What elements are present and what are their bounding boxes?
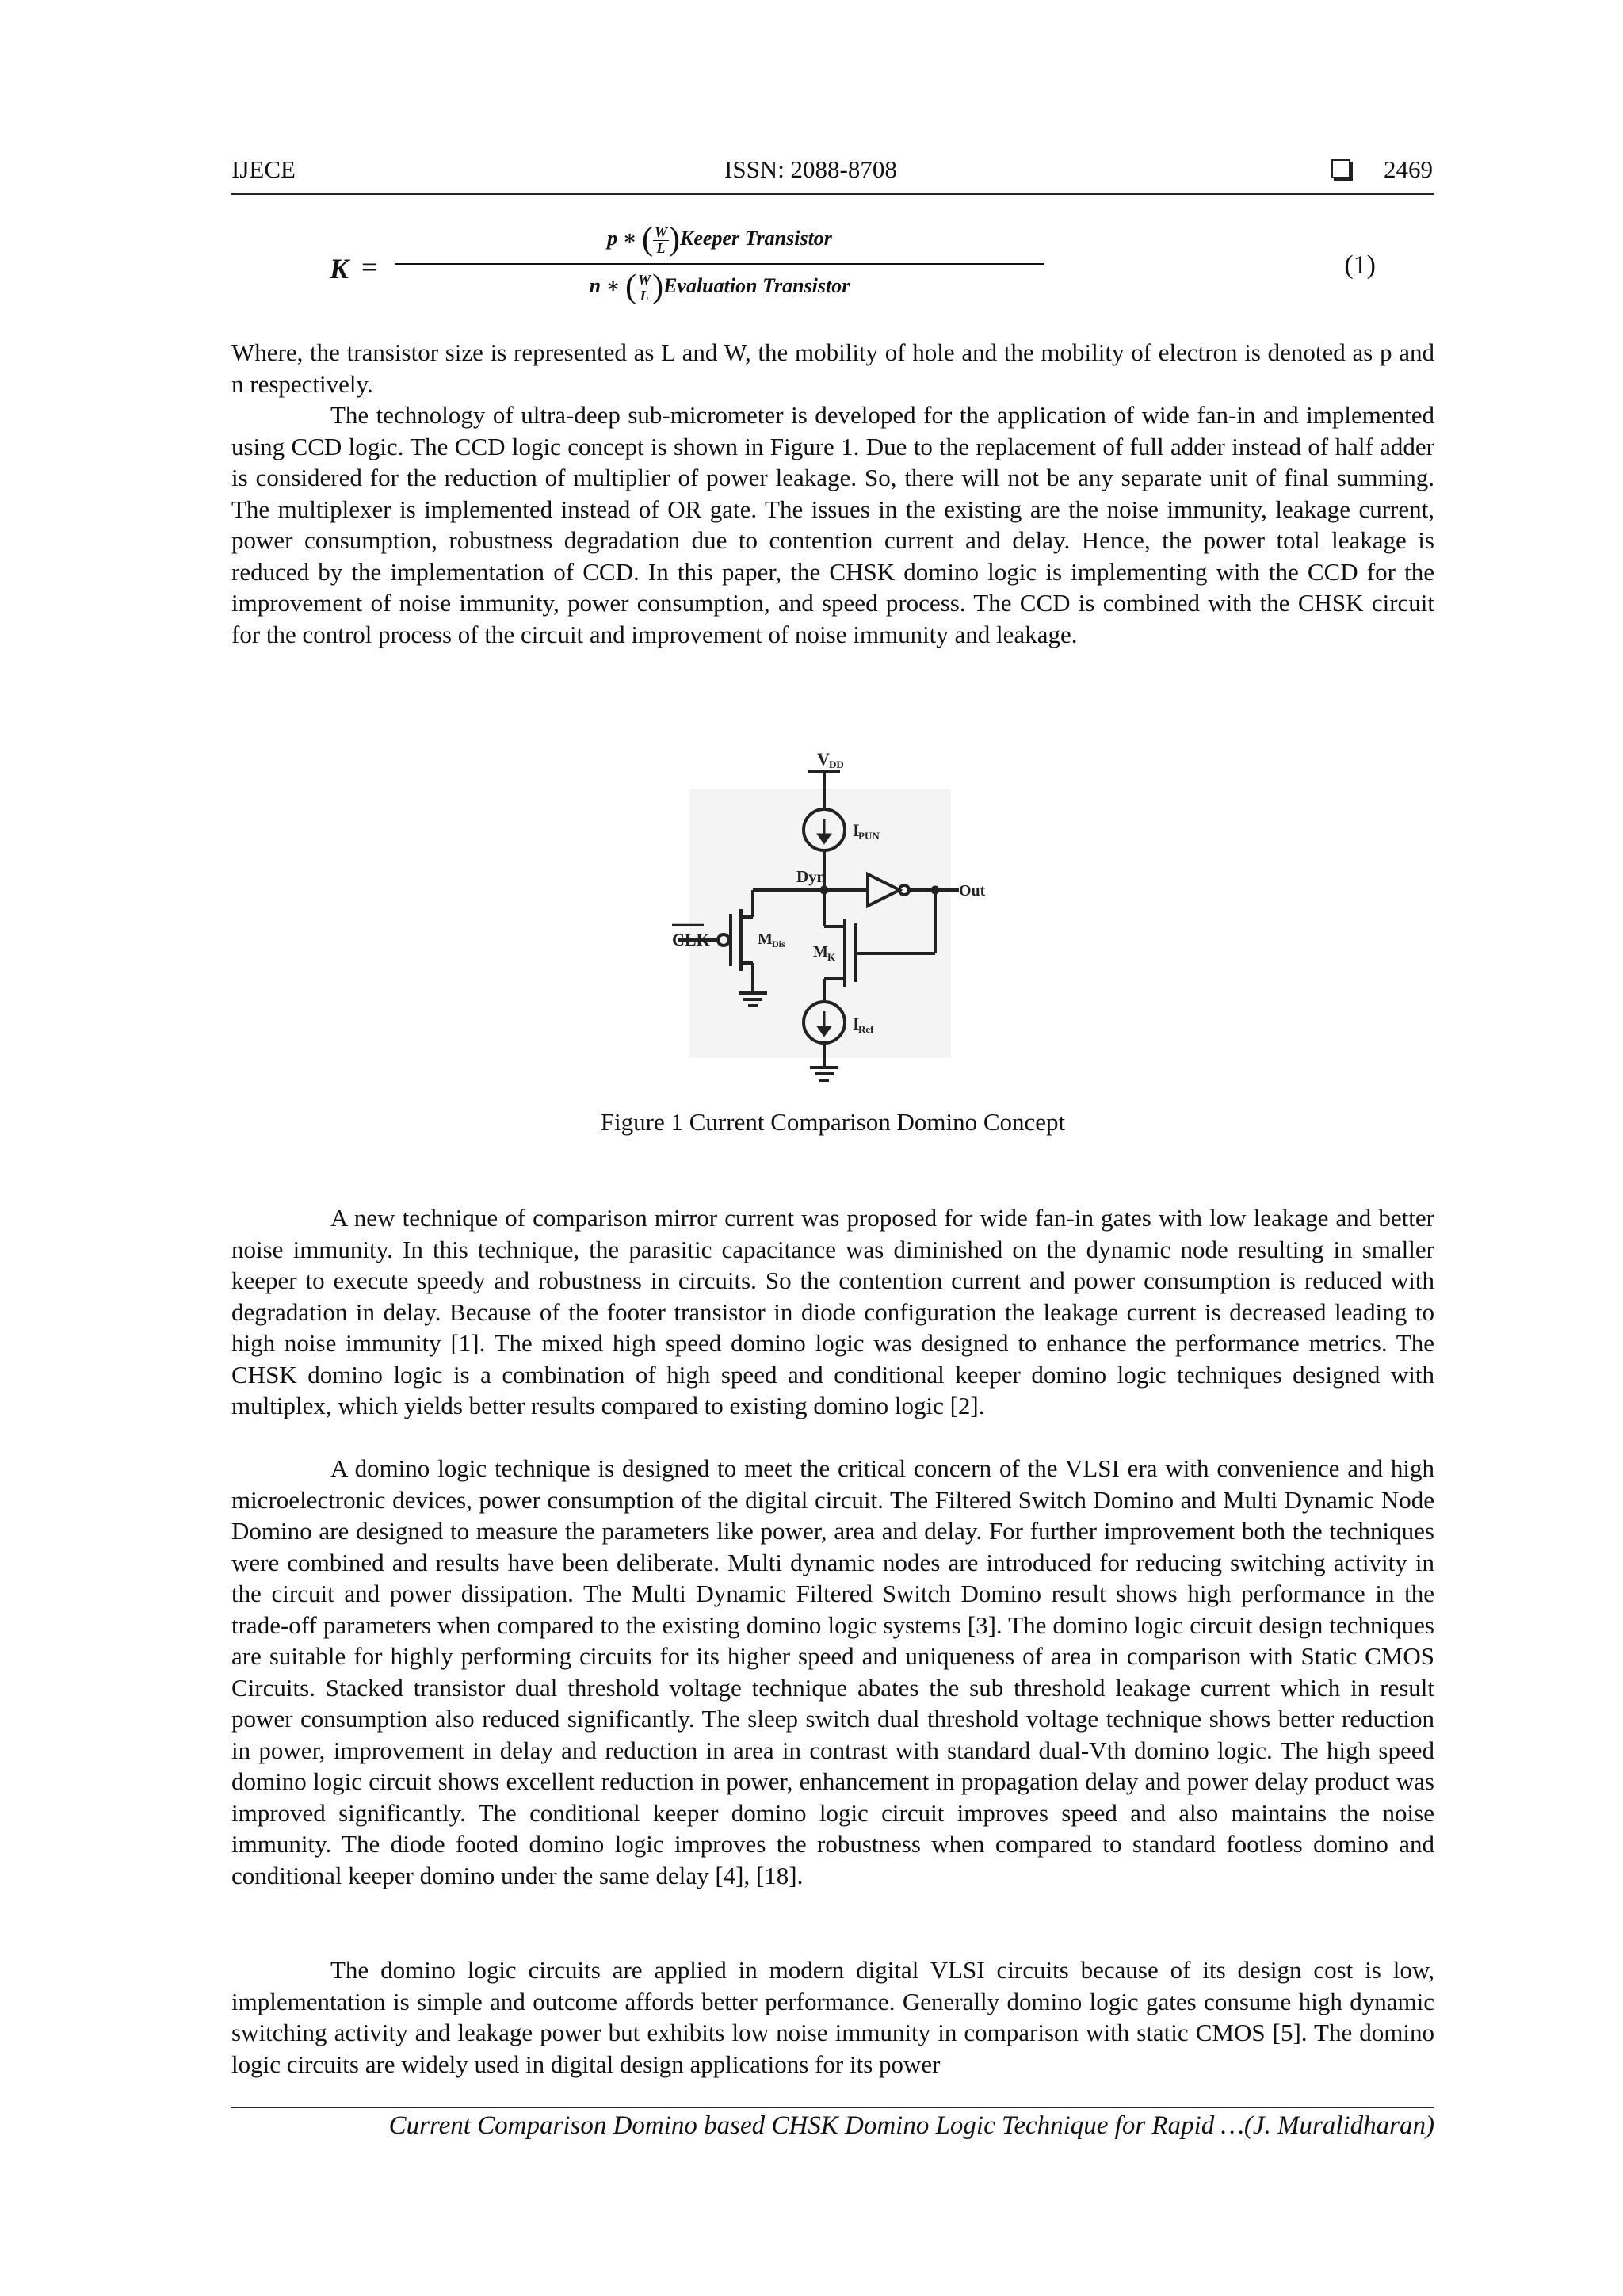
page-number-group <box>1331 155 1433 184</box>
issn: ISSN: 2088-8708 <box>724 155 897 183</box>
paragraph-domino-circuits: The domino logic circuits are applied in modern digital VLSI circuits because of its design cost is low, implementation is simple and outcome affords better performance. Generally domino logic gates consume high dynamic switching activity and leakage power but exhibits low noise immunity in comparison with static CMOS [5]. The domino logic circuits are widely used in digital design applications for its power <box>231 1956 1434 2078</box>
ratio-w: W <box>655 223 668 240</box>
paragraph-where: Where, the transistor size is represented as L and W, the mobility of hole and the mobility of electron is denoted as p and n respectively. <box>231 338 1434 398</box>
running-header <box>231 152 1434 195</box>
label-mk: M <box>813 943 828 961</box>
label-dyn: Dyn <box>796 867 827 886</box>
equation-1 <box>330 214 1376 317</box>
equation-equals: = <box>361 251 378 283</box>
circuit-diagram <box>626 741 999 1106</box>
numerator-label: Keeper Transistor <box>680 227 832 250</box>
figure-1-circuit <box>626 741 999 1106</box>
figure-background <box>689 789 951 1058</box>
ratio-w: W <box>638 271 651 288</box>
running-footer: Current Comparison Domino based CHSK Domino Logic Technique for Rapid …(J. Muralidharan) <box>388 2111 1434 2140</box>
label-iref: I <box>853 1014 860 1033</box>
paragraph-ccd-technology: The technology of ultra-deep sub-micrometer is developed for the application of wide fan-in and implemented using CCD logic. The CCD logic concept is shown in Figure 1. Due to the replacement of full adder instead of half adder is considered for the reduction of multiplier of power leakage. So, there will not be any separate unit of final summing. The multiplexer is implemented instead of OR gate. The issues in the existing are the noise immunity, leakage current, power consumption, robustness degradation due to contention current and delay. Hence, the power total leakage is reduced by the implementation of CCD. In this paper, the CHSK domino logic is implementing with the CCD for the improvement of noise immunity, power consumption, and speed process. The CCD is combined with the CHSK circuit for the control process of the circuit and improvement of noise immunity and leakage. <box>231 401 1434 648</box>
ratio-l: L <box>640 287 649 304</box>
wl-ratio <box>636 273 652 304</box>
fraction-bar <box>395 263 1044 265</box>
denominator-label: Evaluation Transistor <box>663 274 850 297</box>
label-vdd-sub: DD <box>829 758 844 770</box>
label-clk: CLK <box>672 930 710 949</box>
dyn-junction-dot <box>821 887 827 893</box>
page-number: 2469 <box>1384 155 1433 183</box>
out-junction-dot <box>932 887 938 893</box>
equation-lhs: K <box>330 253 349 285</box>
equation-denominator: n ∗ ( $\frac{W}{L}$ )Evaluation Transistor <box>589 269 850 305</box>
label-ipun-sub: PUN <box>858 830 880 842</box>
ratio-l: L <box>656 239 666 256</box>
paragraph-domino-technique: A domino logic technique is designed to meet the critical concern of the VLSI era with convenience and high microelectronic devices, power consumption of the digital circuit. The Filtered Switch Domino and Multi Dynamic Node Domino are designed to measure the parameters like power, area and delay. For further improvement both the techniques were combined and results have been deliberate. Multi dynamic nodes are introduced for reducing switching activity in the circuit and power dissipation. The Multi Dynamic Filtered Switch Domino result shows high performance in the trade-off parameters when compared to the existing domino logic systems [3]. The domino logic circuit design techniques are suitable for highly performing circuits for its higher speed and uniqueness of area in comparison with Static CMOS Circuits. Stacked transistor dual threshold voltage technique abates the sub threshold leakage current which in result power consumption also reduced significantly. The sleep switch dual threshold voltage technique shows better reduction in power, improvement in delay and reduction in area in contrast with standard dual-Vth domino logic. The high speed domino logic circuit shows excellent reduction in power, enhancement in propagation delay and power delay product was improved significantly. The conditional keeper domino logic circuit improves speed and also maintains the noise immunity. The diode footed domino logic improves the robustness when compared to standard footless domino and conditional keeper domino under the same delay [4], [18]. <box>231 1454 1434 1889</box>
wl-ratio <box>653 225 669 256</box>
label-mk-sub: K <box>827 951 836 963</box>
denominator-variable: n ∗ <box>589 274 621 297</box>
equation-numerator: p ∗ ( $\frac{W}{L}$ )Keeper Transistor <box>607 221 832 258</box>
label-vdd: V <box>817 749 830 769</box>
square-bullet-icon <box>1331 159 1350 178</box>
label-out: Out <box>959 882 986 900</box>
equation-number: (1) <box>1344 250 1376 280</box>
numerator-variable: p ∗ <box>607 227 637 250</box>
journal-name: IJECE <box>231 155 296 183</box>
label-ipun: I <box>853 820 860 840</box>
label-mdis: M <box>758 930 773 948</box>
paragraph-comparison-mirror: A new technique of comparison mirror current was proposed for wide fan-in gates with low leakage and better noise immunity. In this technique, the parasitic capacitance was diminished on the dynamic node resulting in smaller keeper to execute speedy and robustness in circuits. So the contention current and power consumption is reduced with degradation in delay. Because of the footer transistor in diode configuration the leakage current is decreased leading to high noise immunity [1]. The mixed high speed domino logic was designed to enhance the performance metrics. The CHSK domino logic is a combination of high speed and conditional keeper domino logic techniques designed with multiplex, which yields better results compared to existing domino logic [2]. <box>231 1204 1434 1419</box>
figure-1-caption: Figure 1 Current Comparison Domino Concept <box>600 1108 1066 1136</box>
label-mdis-sub: Dis <box>772 938 785 949</box>
footer-rule <box>231 2107 1434 2108</box>
label-iref-sub: Ref <box>858 1023 874 1035</box>
